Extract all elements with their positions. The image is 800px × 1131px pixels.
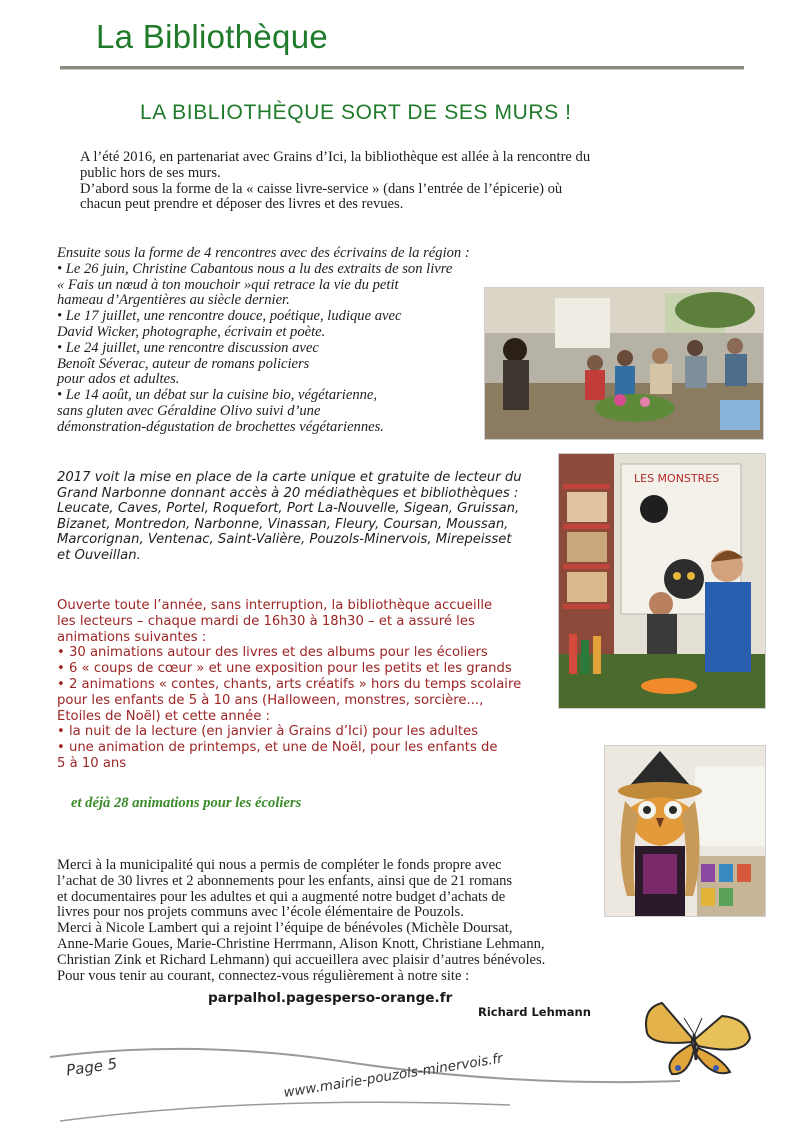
- thanks-line: Pour vous tenir au courant, connectez-vous régulièrement à notre site :: [57, 967, 470, 984]
- opening-line: animations suivantes :: [57, 629, 207, 645]
- intro-line: public hors de ses murs.: [80, 164, 221, 181]
- thanks-line: livres pour nos projets communs avec l’école élémentaire de Pouzols.: [57, 904, 464, 921]
- thanks-line: Anne-Marie Goues, Marie-Christine Herrmann, Alison Knott, Christiane Lehmann,: [57, 935, 545, 952]
- opening-line: • une animation de printemps, et une de Noël, pour les enfants de: [57, 740, 498, 756]
- card-line: 2017 voit la mise en place de la carte unique et gratuite de lecteur du: [57, 470, 522, 485]
- encounter-line: • Le 14 août, un débat sur la cuisine bio, végétarienne,: [57, 387, 378, 404]
- intro-line: chacun peut prendre et déposer des livres et des revues.: [80, 196, 404, 213]
- encounter-line: Ensuite sous la forme de 4 rencontres avec des écrivains de la région :: [57, 245, 470, 261]
- encounter-line: hameau d’Argentières au siècle dernier.: [57, 292, 290, 309]
- encounter-line: démonstration-dégustation de brochettes végétariennes.: [57, 418, 384, 435]
- footer-website[interactable]: www.mairie-pouzols-minervois.fr: [282, 1050, 504, 1101]
- thanks-line: Merci à la municipalité qui nous a permis de compléter le fonds propre avec: [57, 857, 502, 873]
- encounters-list: [57, 246, 477, 436]
- section-title: La Bibliothèque: [96, 18, 329, 55]
- opening-line: Ouverte toute l’année, sans interruption, la bibliothèque accueille: [57, 598, 493, 613]
- reader-card-paragraph: [57, 470, 547, 564]
- card-line: Grand Narbonne donnant accès à 20 médiathèques et bibliothèques :: [57, 485, 519, 501]
- card-line: et Ouveillan.: [57, 547, 141, 563]
- photo-children-workshop: [558, 453, 766, 709]
- thanks-line: Merci à Nicole Lambert qui a rejoint l’équipe de bénévoles (Michèle Doursat,: [57, 920, 513, 937]
- page-number: Page 5: [64, 1054, 119, 1080]
- card-line: Leucate, Caves, Portel, Roquefort, Port La-Nouvelle, Sigean, Gruissan,: [57, 501, 520, 517]
- butterfly-icon: [632, 998, 762, 1080]
- thanks-paragraph: [57, 858, 747, 984]
- card-line: Marcorignan, Ventenac, Saint-Valière, Pouzols-Minervois, Mirepeisset: [57, 532, 512, 548]
- highlight-line: et déjà 28 animations pour les écoliers: [71, 795, 302, 811]
- intro-paragraph: [80, 150, 640, 213]
- encounter-line: • Le 24 juillet, une rencontre discussion avec: [57, 339, 319, 356]
- website-link[interactable]: parpalhol.pagesperso-orange.fr: [208, 990, 453, 1006]
- opening-line: les lecteurs – chaque mardi de 16h30 à 18h30 – et a assuré les: [57, 613, 475, 629]
- encounter-line: Benoît Séverac, auteur de romans policiers: [57, 355, 310, 372]
- poster-title: LES MONSTRES: [634, 472, 720, 485]
- header-divider: [60, 66, 744, 70]
- opening-line: 5 à 10 ans: [57, 755, 127, 771]
- opening-line: • la nuit de la lecture (en janvier à Grains d’Ici) pour les adultes: [57, 724, 479, 740]
- thanks-line: l’achat de 30 livres et 2 abonnements pour les enfants, ainsi que de 21 romans: [57, 872, 513, 889]
- article-author: Richard Lehmann: [478, 1005, 591, 1019]
- encounter-line: • Le 26 juin, Christine Cabantous nous a lu des extraits de son livre: [57, 260, 453, 277]
- opening-line: • 30 animations autour des livres et des albums pour les écoliers: [57, 645, 488, 661]
- opening-line: Etoiles de Noël) et cette année :: [57, 708, 270, 724]
- encounter-line: sans gluten avec Géraldine Olivo suivi d’une: [57, 402, 321, 419]
- intro-line: D’abord sous la forme de la « caisse livre-service » (dans l’entrée de l’épicerie) où: [80, 180, 563, 197]
- card-line: Bizanet, Montredon, Narbonne, Vinassan, Fleury, Coursan, Moussan,: [57, 516, 509, 532]
- intro-line: A l’été 2016, en partenariat avec Grains d’Ici, la bibliothèque est allée à la rencontre du: [80, 149, 591, 165]
- encounter-line: pour ados et adultes.: [57, 371, 180, 388]
- encounter-line: « Fais un nœud à ton mouchoir »qui retrace la vie du petit: [57, 276, 399, 293]
- opening-line: • 2 animations « contes, chants, arts créatifs » hors du temps scolaire: [57, 676, 522, 692]
- thanks-line: Christian Zink et Richard Lehmann) qui accueillera avec plaisir d’autres bénévoles.: [57, 951, 546, 968]
- photo-outdoor-reading: [484, 287, 764, 440]
- opening-paragraph: [57, 598, 557, 772]
- opening-line: pour les enfants de 5 à 10 ans (Halloween, monstres, sorcière...,: [57, 692, 484, 708]
- article-heading: LA BIBLIOTHÈQUE SORT DE SES MURS !: [140, 101, 572, 124]
- thanks-line: et documentaires pour les adultes et qui a augmenté notre budget d’achats de: [57, 888, 506, 905]
- encounter-line: David Wicker, photographe, écrivain et poète.: [57, 323, 326, 340]
- encounter-line: • Le 17 juillet, une rencontre douce, poétique, ludique avec: [57, 308, 402, 325]
- opening-line: • 6 « coups de cœur » et une exposition pour les petits et les grands: [57, 661, 512, 677]
